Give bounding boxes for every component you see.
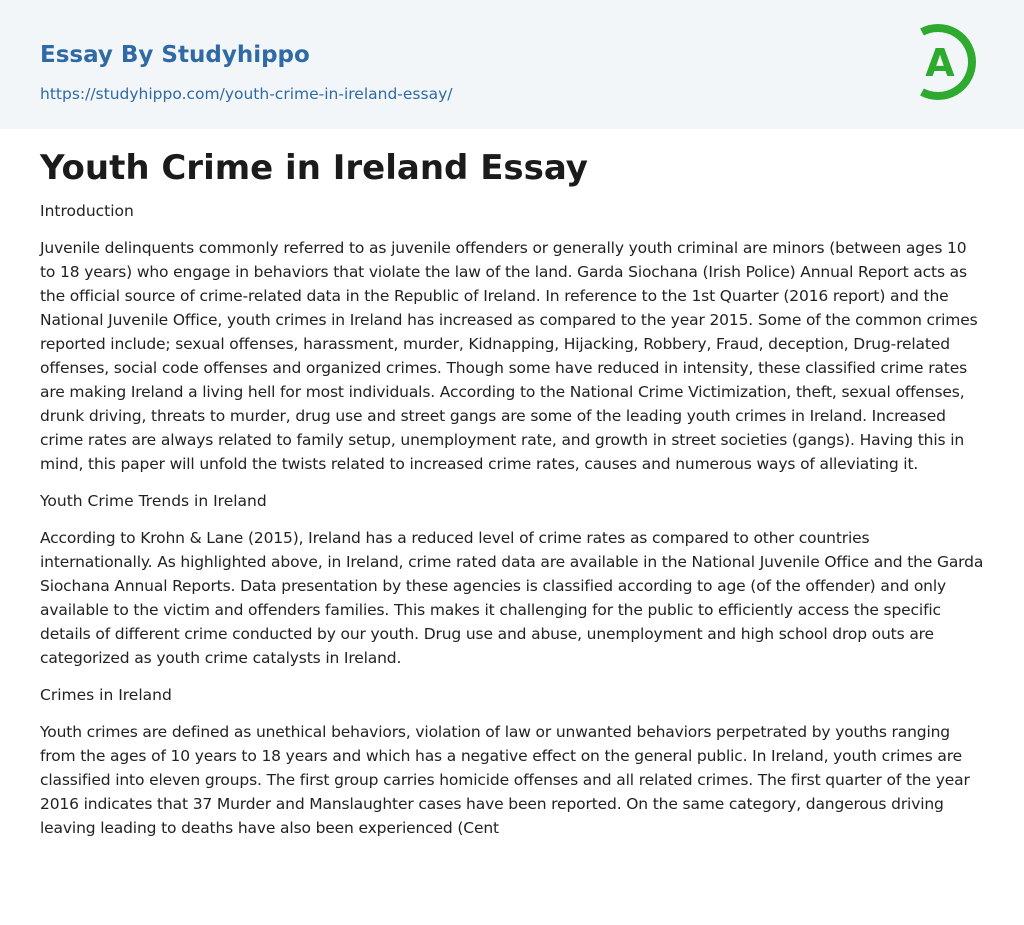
site-header — [0, 0, 1024, 129]
section-heading-crimes: Crimes in Ireland — [40, 686, 172, 704]
site-brand[interactable]: Essay By Studyhippo — [40, 42, 310, 68]
section-body-trends: According to Krohn & Lane (2015), Ireland has a reduced level of crime rates as compared to other countries internationally. As highlighted above, in Ireland, crime rated data are available in the National Juvenile Office and the Garda Siochana Annual Reports. Data presentation by these agencies is classified according to age (of the offender) and only available to the victim and offenders families. This makes it challenging for the public to efficiently access the specific details of different crime conducted by our youth. Drug use and abuse, unemployment and high school drop outs are categorized as youth crime catalysts in Ireland. — [40, 529, 984, 667]
essay-url-link[interactable]: https://studyhippo.com/youth-crime-in-ireland-essay/ — [40, 85, 453, 103]
logo-letter: A — [925, 41, 955, 85]
section-heading-trends: Youth Crime Trends in Ireland — [40, 492, 267, 510]
section-body-crimes: Youth crimes are defined as unethical behaviors, violation of law or unwanted behaviors perpetrated by youths ranging from the ages of 10 years to 18 years and which has a negative effect on the general public. In Ireland, youth crimes are classified into eleven groups. The first group carries homicide offenses and all related crimes. The first quarter of the year 2016 indicates that 37 Murder and Manslaughter cases have been reported. On the same category, dangerous driving leaving leading to deaths have also been experienced (Cent — [40, 723, 970, 837]
essay-content — [0, 129, 1024, 840]
studyhippo-logo-icon[interactable] — [910, 18, 990, 106]
section-body-introduction: Juvenile delinquents commonly referred to as juvenile offenders or generally youth criminal are minors (between ages 10 to 18 years) who engage in behaviors that violate the law of the land. Garda Siochana (Irish Police) Annual Report acts as the official source of crime-related data in the Republic of Ireland. In reference to the 1st Quarter (2016 report) and the National Juvenile Office, youth crimes in Ireland has increased as compared to the year 2015. Some of the common crimes reported include; sexual offenses, harassment, murder, Kidnapping, Hijacking, Robbery, Fraud, deception, Drug-related offenses, social code offenses and organized crimes. Though some have reduced in intensity, these classified crime rates are making Ireland a living hell for most individuals. According to the National Crime Victimization, theft, sexual offenses, drunk driving, threats to murder, drug use and street gangs are some of the leading youth crimes in Ireland. Increased crime rates are always related to family setup, unemployment rate, and growth in street societies (gangs). Having this in mind, this paper will unfold the twists related to increased crime rates, causes and numerous ways of alleviating it. — [40, 239, 978, 473]
section-heading-introduction: Introduction — [40, 202, 134, 220]
page-title: Youth Crime in Ireland Essay — [40, 148, 588, 188]
